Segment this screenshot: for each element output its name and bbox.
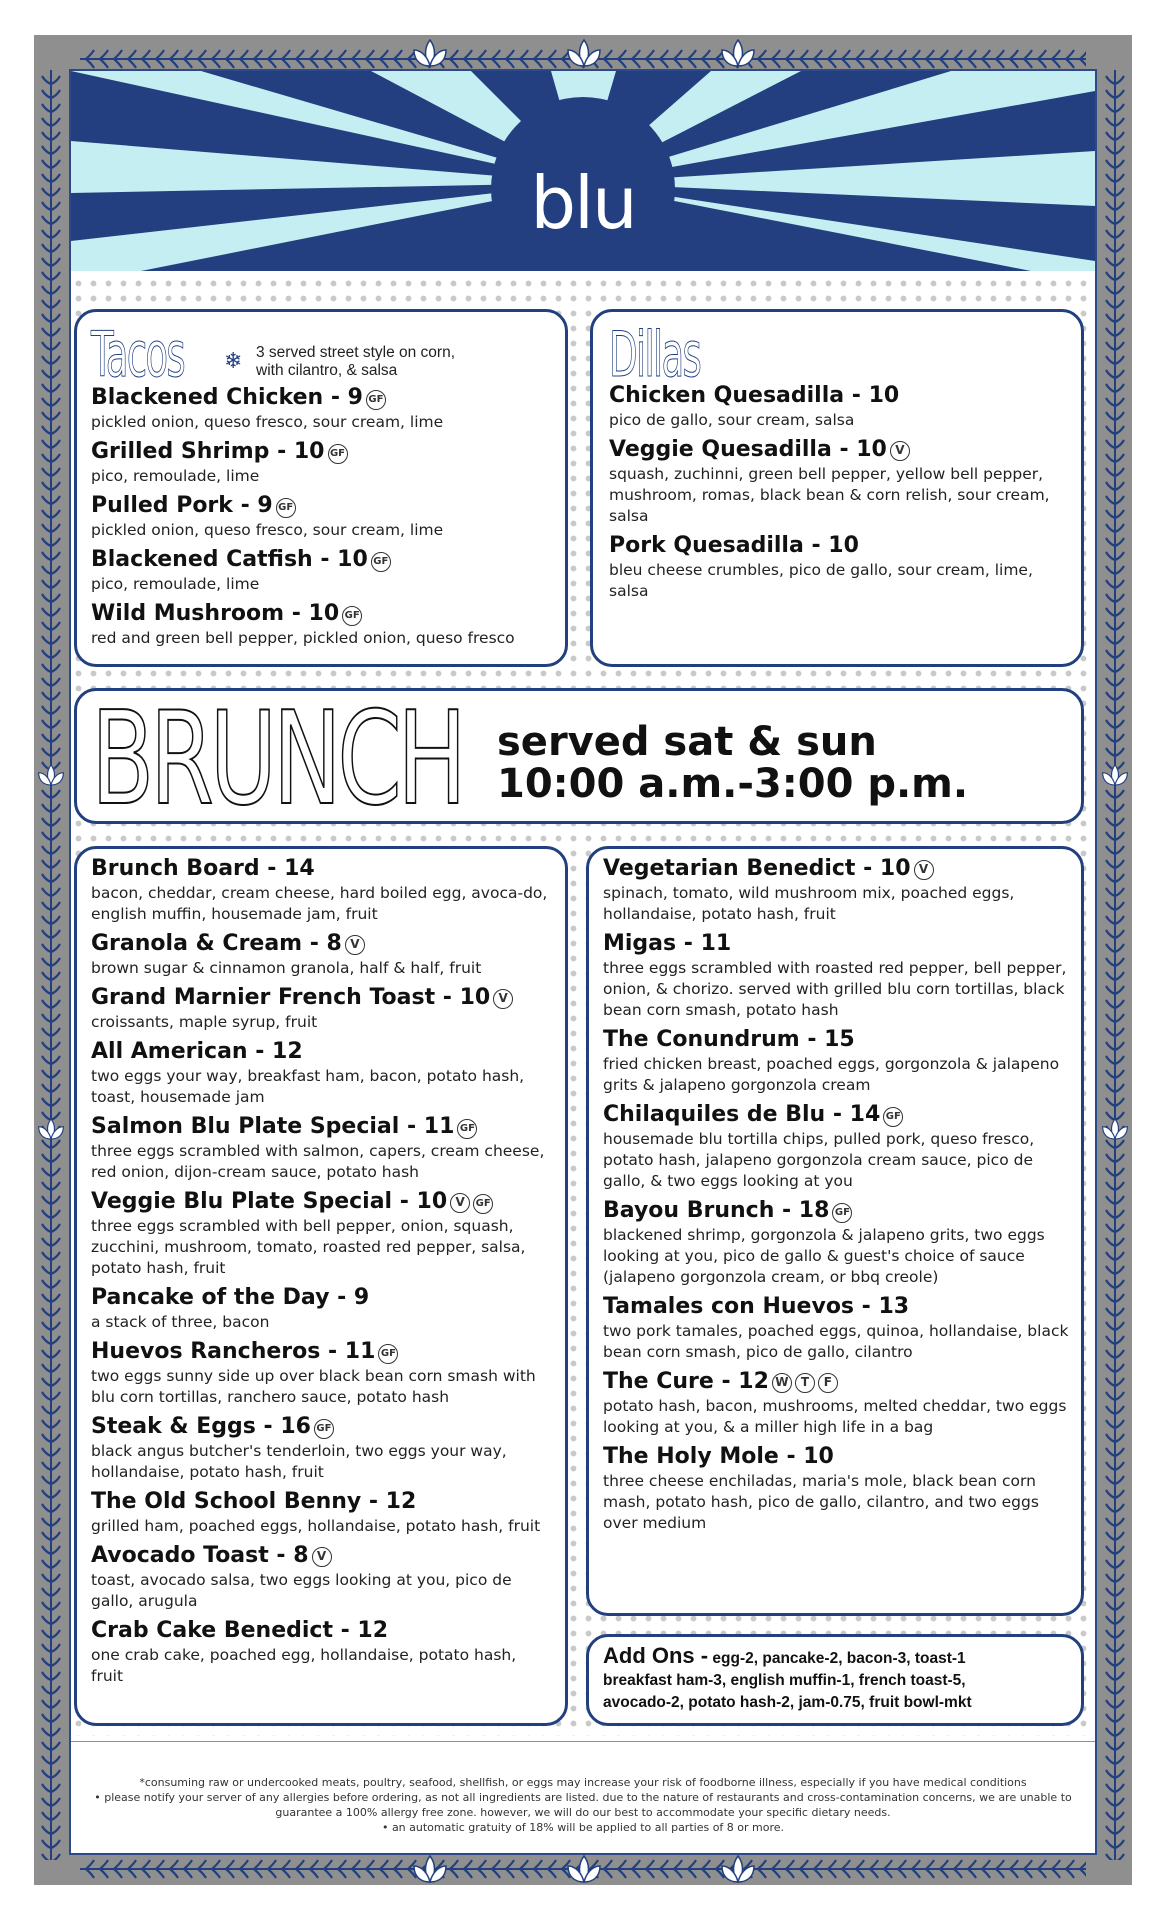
menu-item-title: Migas - 11: [603, 931, 732, 956]
diet-badge-icon: GF: [342, 606, 362, 626]
dillas-panel: [590, 309, 1084, 667]
menu-item-description: pico de gallo, sour cream, salsa: [609, 411, 855, 429]
menu-item-description: spinach, tomato, wild mushroom mix, poached eggs, hollandaise, potato hash, fruit: [603, 884, 1015, 923]
menu-item-description: three eggs scrambled with bell pepper, onion, squash, zucchini, mushroom, tomato, roasted red pepper, salsa, potato hash, fruit: [91, 1217, 526, 1277]
menu-item: [91, 384, 549, 433]
menu-item: [91, 984, 551, 1033]
brunch-header-panel: [74, 688, 1084, 824]
menu-item: [603, 1443, 1071, 1534]
menu-item-description: black angus butcher's tenderloin, two eggs your way, hollandaise, potato hash, fruit: [91, 1442, 507, 1481]
menu-item-title: Veggie Blu Plate Special - 10: [91, 1189, 448, 1214]
menu-item-title: Chilaquiles de Blu - 14: [603, 1102, 881, 1127]
vine-border-left: [38, 70, 64, 1860]
diet-badge-icon: W: [772, 1373, 792, 1393]
brunch-right-list: [589, 849, 1081, 1534]
menu-item-name: [91, 546, 549, 574]
menu-item: [91, 1113, 551, 1183]
diet-badge-icon: GF: [314, 1419, 334, 1439]
menu-item-description: a stack of three, bacon: [91, 1313, 270, 1331]
menu-item-name: [91, 855, 551, 883]
lotus-ornament-icon: [408, 1852, 452, 1886]
menu-item-title: Grilled Shrimp - 10: [91, 439, 325, 464]
menu-item-name: [91, 1038, 551, 1066]
dillas-heading: Dillas: [609, 318, 701, 391]
menu-item-description: two eggs your way, breakfast ham, bacon, potato hash, toast, housemade jam: [91, 1067, 525, 1106]
menu-item-name: [91, 930, 551, 958]
lotus-ornament-icon: [408, 36, 452, 70]
menu-item-title: Bayou Brunch - 18: [603, 1198, 830, 1223]
menu-item-name: [91, 492, 549, 520]
menu-item-name: [91, 1488, 551, 1516]
lotus-ornament-icon: [34, 1112, 68, 1146]
menu-item: [609, 532, 1065, 602]
diet-badge-icon: V: [493, 989, 513, 1009]
menu-item-name: [603, 1293, 1071, 1321]
menu-item: [91, 1188, 551, 1279]
lotus-ornament-icon: [716, 1852, 760, 1886]
menu-item: [91, 1338, 551, 1408]
menu-item: [603, 1101, 1071, 1192]
diet-badge-icon: V: [890, 441, 910, 461]
menu-item: [91, 492, 549, 541]
menu-item-description: grilled ham, poached eggs, hollandaise, potato hash, fruit: [91, 1517, 541, 1535]
menu-item-description: pico, remoulade, lime: [91, 467, 260, 485]
menu-item-title: Vegetarian Benedict - 10: [603, 856, 911, 881]
menu-item: [603, 930, 1071, 1021]
menu-item-name: [91, 1542, 551, 1570]
menu-item-description: toast, avocado salsa, two eggs looking at you, pico de gallo, arugula: [91, 1571, 512, 1610]
menu-item-title: Pork Quesadilla - 10: [609, 533, 859, 558]
diet-badge-icon: GF: [371, 552, 391, 572]
menu-item-title: Veggie Quesadilla - 10: [609, 437, 887, 462]
menu-item-title: The Conundrum - 15: [603, 1027, 855, 1052]
menu-item-title: Granola & Cream - 8: [91, 931, 342, 956]
menu-item: [91, 1542, 551, 1612]
menu-item-description: two pork tamales, poached eggs, quinoa, hollandaise, black bean corn smash, pico de gallo, cilantro: [603, 1322, 1069, 1361]
menu-item-title: Salmon Blu Plate Special - 11: [91, 1114, 455, 1139]
menu-item-name: [91, 1284, 551, 1312]
brunch-right-panel: [586, 846, 1084, 1616]
menu-item-title: Huevos Rancheros - 11: [91, 1339, 376, 1364]
brand-banner: [71, 71, 1095, 271]
menu-item: [603, 1026, 1071, 1096]
menu-item: [91, 438, 549, 487]
menu-item-name: [91, 1617, 551, 1645]
dillas-list: [609, 382, 1065, 602]
menu-item: [91, 1617, 551, 1687]
menu-item-name: [603, 1443, 1071, 1471]
menu-item-title: Avocado Toast - 8: [91, 1543, 309, 1568]
diet-badge-icon: GF: [276, 498, 296, 518]
addons-text: Add Ons - egg-2, pancake-2, bacon-3, toast-1 breakfast ham-3, english muffin-1, french toast-5, avocado-2, potato hash-2, jam-0.75, fruit bowl-mkt: [603, 1643, 972, 1711]
menu-item-title: The Holy Mole - 10: [603, 1444, 834, 1469]
menu-item-name: [603, 1026, 1071, 1054]
lotus-ornament-icon: [1098, 758, 1132, 792]
menu-item-description: blackened shrimp, gorgonzola & jalapeno grits, two eggs looking at you, pico de gallo & guest's choice of sauce (jalapeno gorgonzola cream, or bbq creole): [603, 1226, 1045, 1286]
menu-item: [91, 600, 549, 649]
menu-item-description: croissants, maple syrup, fruit: [91, 1013, 318, 1031]
footer-divider: [71, 1741, 1095, 1742]
menu-item-description: red and green bell pepper, pickled onion, queso fresco: [91, 629, 515, 647]
menu-item-name: [91, 1413, 551, 1441]
menu-item-description: potato hash, bacon, mushrooms, melted cheddar, two eggs looking at you, & a miller high life in a bag: [603, 1397, 1067, 1436]
menu-item-description: pickled onion, queso fresco, sour cream, lime: [91, 413, 444, 431]
menu-item: [91, 1488, 551, 1537]
menu-item: [91, 1038, 551, 1108]
menu-item: [603, 1197, 1071, 1288]
menu-item-description: pickled onion, queso fresco, sour cream, lime: [91, 521, 444, 539]
menu-item: [603, 1293, 1071, 1363]
menu-item: [91, 855, 551, 925]
menu-item-name: [603, 855, 1071, 883]
menu-item-name: [91, 1338, 551, 1366]
menu-item: [603, 855, 1071, 925]
menu-item-description: three cheese enchiladas, maria's mole, black bean corn mash, potato hash, pico de gallo, cilantro, and two eggs over medium: [603, 1472, 1039, 1532]
menu-item-description: brown sugar & cinnamon granola, half & half, fruit: [91, 959, 482, 977]
diet-badge-icon: GF: [378, 1344, 398, 1364]
tacos-heading: Tacos: [91, 318, 184, 391]
brunch-left-panel: [74, 846, 568, 1726]
menu-item-description: three eggs scrambled with salmon, capers, cream cheese, red onion, dijon-cream sauce, potato hash: [91, 1142, 545, 1181]
menu-item-name: [603, 1368, 1071, 1396]
tacos-note: 3 served street style on corn, with cilantro, & salsa: [256, 344, 456, 379]
menu-item-name: [603, 930, 1071, 958]
addons-panel: [586, 1634, 1084, 1726]
menu-item-name: [91, 438, 549, 466]
menu-item-description: pico, remoulade, lime: [91, 575, 260, 593]
menu-item-title: All American - 12: [91, 1039, 303, 1064]
vine-border-right: [1102, 70, 1128, 1860]
tacos-list: [91, 384, 549, 649]
diet-badge-icon: V: [914, 860, 934, 880]
menu-item-description: two eggs sunny side up over black bean corn smash with blu corn tortillas, ranchero sauce, potato hash: [91, 1367, 536, 1406]
menu-item-name: [609, 532, 1065, 560]
diet-badge-icon: GF: [473, 1194, 493, 1214]
brand-logo: blu: [530, 161, 636, 245]
diet-badge-icon: GF: [883, 1107, 903, 1127]
diet-badge-icon: V: [450, 1193, 470, 1213]
menu-item-description: one crab cake, poached egg, hollandaise, potato hash, fruit: [91, 1646, 517, 1685]
menu-item-title: The Old School Benny - 12: [91, 1489, 417, 1514]
brunch-heading: BRUNCH: [91, 688, 463, 824]
diet-badge-icon: GF: [457, 1119, 477, 1139]
menu-item-title: Brunch Board - 14: [91, 856, 315, 881]
diet-badge-icon: GF: [832, 1203, 852, 1223]
brunch-hours: served sat & sun 10:00 a.m.-3:00 p.m.: [497, 719, 969, 807]
diet-badge-icon: V: [345, 935, 365, 955]
menu-item-title: Blackened Catfish - 10: [91, 547, 368, 572]
menu-page: [69, 69, 1097, 1855]
menu-item-description: squash, zuchinni, green bell pepper, yellow bell pepper, mushroom, romas, black bean & corn relish, sour cream, salsa: [609, 465, 1050, 525]
menu-item-title: Wild Mushroom - 10: [91, 601, 340, 626]
menu-item-name: [91, 1113, 551, 1141]
brunch-left-list: [77, 849, 565, 1687]
menu-item-name: [91, 600, 549, 628]
menu-item-name: [603, 1101, 1071, 1129]
menu-item-title: Pancake of the Day - 9: [91, 1285, 370, 1310]
menu-item-name: [603, 1197, 1071, 1225]
menu-item-description: three eggs scrambled with roasted red pepper, bell pepper, onion, & chorizo. served with grilled blu corn tortillas, black bean corn smash, potato hash: [603, 959, 1067, 1019]
menu-item-title: The Cure - 12: [603, 1369, 769, 1394]
lotus-ornament-icon: [34, 758, 68, 792]
menu-item-description: fried chicken breast, poached eggs, gorgonzola & jalapeno grits & jalapeno gorgonzola cream: [603, 1055, 1060, 1094]
menu-item-title: Chicken Quesadilla - 10: [609, 383, 900, 408]
lotus-ornament-icon: [716, 36, 760, 70]
diet-badge-icon: GF: [328, 444, 348, 464]
menu-item-name: [91, 1188, 551, 1216]
tacos-panel: [74, 309, 568, 667]
menu-item-description: bacon, cheddar, cream cheese, hard boiled egg, avoca-do, english muffin, housemade jam, fruit: [91, 884, 548, 923]
menu-item: [91, 1284, 551, 1333]
menu-item: [609, 436, 1065, 527]
menu-item-name: [91, 984, 551, 1012]
menu-item: [91, 930, 551, 979]
menu-item-title: Blackened Chicken - 9: [91, 385, 363, 410]
menu-item: [603, 1368, 1071, 1438]
menu-item-description: bleu cheese crumbles, pico de gallo, sour cream, lime, salsa: [609, 561, 1033, 600]
lotus-ornament-icon: [1098, 1112, 1132, 1146]
menu-item-title: Steak & Eggs - 16: [91, 1414, 311, 1439]
diet-badge-icon: GF: [366, 390, 386, 410]
menu-item-title: Pulled Pork - 9: [91, 493, 273, 518]
menu-item-description: housemade blu tortilla chips, pulled pork, queso fresco, potato hash, jalapeno gorgonzola cream sauce, pico de gallo, & two eggs looking at you: [603, 1130, 1035, 1190]
diet-badge-icon: T: [795, 1373, 815, 1393]
diet-badge-icon: F: [818, 1373, 838, 1393]
snowflake-icon: ❄: [224, 348, 243, 373]
menu-item-title: Tamales con Huevos - 13: [603, 1294, 910, 1319]
menu-item-name: [609, 436, 1065, 464]
menu-item-title: Grand Marnier French Toast - 10: [91, 985, 491, 1010]
disclaimer: *consuming raw or undercooked meats, poultry, seafood, shellfish, or eggs may increase your risk of foodborne illness, especially if you have medical conditions • please notify your server of any allergies before ordering, as not all ingredients are listed. due to the nature of restaurants and cross-contamination concerns, we are unable to guarantee a 100% allergy free zone. however, we will do our best to accommodate your specific dietary needs. • an automatic gratuity of 18% will be applied to all parties of 8 or more.: [94, 1776, 1072, 1834]
menu-item-title: Crab Cake Benedict - 12: [91, 1618, 389, 1643]
menu-item: [91, 1413, 551, 1483]
diet-badge-icon: V: [312, 1547, 332, 1567]
lotus-ornament-icon: [562, 36, 606, 70]
lotus-ornament-icon: [562, 1852, 606, 1886]
menu-item: [91, 546, 549, 595]
